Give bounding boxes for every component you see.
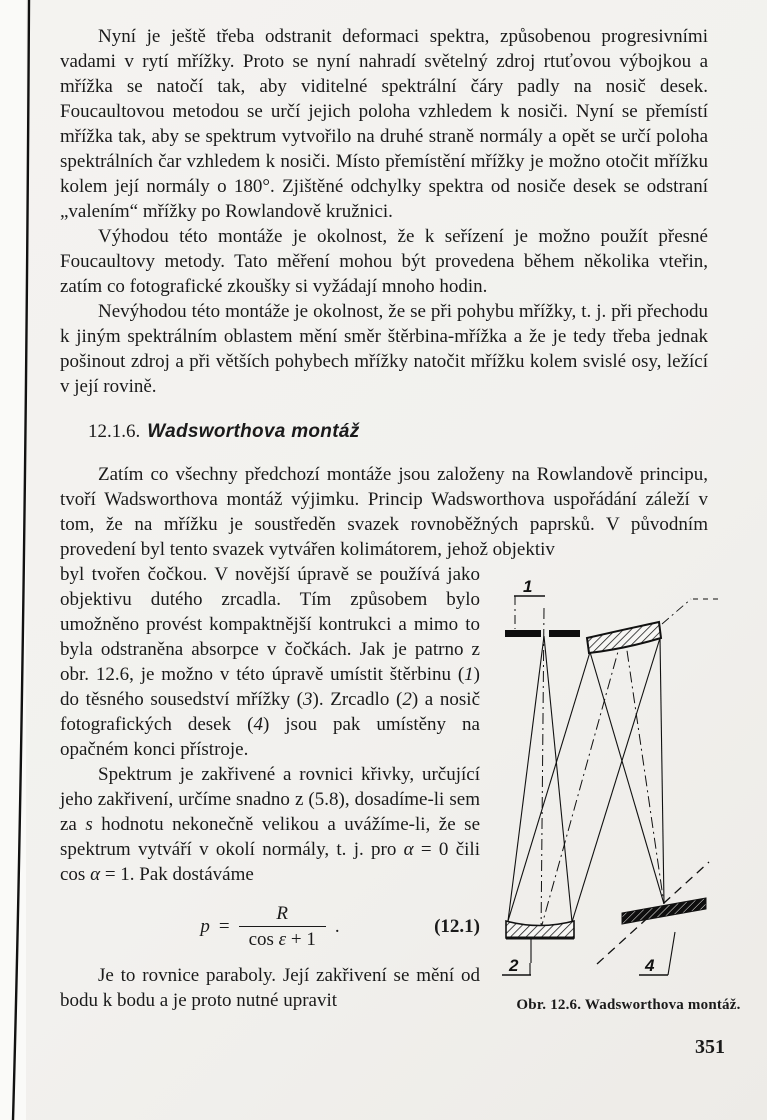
optical-axis-grating-plate: [624, 630, 664, 904]
section-number: 12.1.6.: [88, 421, 141, 442]
optical-axis-mirror-grating: [540, 630, 624, 932]
fraction-denominator: cos ε + 1: [239, 926, 326, 951]
figure-caption: Obr. 12.6. Wadsworthova montáž.: [516, 997, 741, 1013]
section-title: Wadsworthova montáž: [147, 421, 360, 442]
paragraph-3: Nevýhodou této montáže je okolnost, že se při pohybu mřížky, t. j. při přechodu k jiným spektrálním oblastem mění směr štěrbina-mřížka a že je tedy třeba jednak pošinout zdroj a při větších pohybech mřížky natočit mřížku kolem svislé osy, ležící v její rovině.: [60, 301, 708, 397]
figure-12-6: [480, 562, 767, 1014]
equation-equals: =: [218, 916, 230, 937]
concave-mirror: [506, 921, 574, 938]
light-ray-slit-to-mirror-right: [544, 636, 572, 922]
mirror-label: 2: [509, 956, 519, 975]
equation-fraction: [239, 903, 326, 951]
paragraph-7: Je to rovnice paraboly. Její zakřivení se mění od bodu k bodu a je proto nutné upravit: [60, 965, 480, 1011]
paragraph-2: Výhodou této montáže je okolnost, že k seřízení je možno použít přesné Foucaultovy metody. Tato měření mohou být provedena během několika vteřin, zatím co fotografické zkoušky si vyžádají mnoho hodin.: [60, 226, 708, 297]
fraction-numerator: R: [276, 903, 289, 924]
light-ray-grating-to-plate-left: [590, 652, 664, 904]
equation-lhs: p: [200, 916, 210, 937]
plate-leader-line: [668, 932, 675, 975]
plate-label: 4: [645, 956, 655, 975]
section-heading: [60, 419, 708, 444]
light-ray-slit-to-mirror-left: [508, 636, 544, 921]
grating-normal-dashdot: [662, 599, 691, 624]
paragraph-1: Nyní je ještě třeba odstranit deformaci spektra, způsobenou progresivními vadami v rytí mřížky. Proto se nyní nahradí světelný zdroj rtuťovou výbojkou a mřížka se natočí tak, aby viditelné spektrální čáry padly na nosič desek. Foucaultovou metodou se určí jejich poloha vzhledem k nosiči. Nyní se přemístí mřížka tak, aby se spektrum vytvořilo na druhé straně normály a opět se určí poloha spektrálních čar vzhledem k nosiči. Místo přemístění mřížky je možno otočit mřížku kolem její normály o 180°. Zjištěné odchylky spektra od nosiče desek se odstraní „valením“ mřížky po Rowlandově kružnici.: [60, 26, 708, 222]
slit-left-jaw: [505, 630, 541, 637]
paragraph-5: byl tvořen čočkou. V novější úpravě se používá jako objektivu dutého zrcadla. Tím způsobem bylo umožněno provést kompaktnější kontrukci a mimo to byla odstraněna absorpce v čočkách. Jak je patrno z obr. 12.6, je možno v této úpravě umístit štěrbinu (1) do těsného sousedství mřížky (3). Zrcadlo (2) a nosič fotografických desek (4) jsou pak umístěny na opačném konci přístroje.: [60, 564, 480, 760]
grating: [587, 622, 661, 653]
equation-number: (12.1): [434, 916, 480, 937]
equation-12-1: [60, 903, 480, 951]
slit-label: 1: [523, 577, 533, 596]
paragraph-6: Spektrum je zakřivené a rovnici křivky, určující jeho zakřivení, určíme snadno z (5.8), dosadíme-li sem za s hodnotu nekonečně velikou a uvážíme-li, že se spektrum vytváří v okolí normály, t. j. pro α = 0 čili cos α = 1. Pak dostáváme: [60, 764, 480, 885]
text-figure-columns: [60, 562, 767, 1014]
figure-diagram: [494, 564, 759, 989]
equation-body: [200, 903, 339, 951]
page-number: 351: [695, 1036, 725, 1058]
slit-right-jaw: [549, 630, 580, 637]
light-ray-grating-to-plate-right: [660, 638, 664, 904]
text-column: [60, 562, 480, 1014]
light-ray-mirror-to-grating-right: [572, 638, 660, 922]
page-content: [60, 24, 741, 1014]
paragraph-4: Zatím co všechny předchozí montáže jsou založeny na Rowlandově principu, tvoří Wadsworthova montáž výjimku. Princip Wadsworthova uspořádání záleží v tom, že na mřížku je soustředěn svazek rovnoběžných paprsků. V původním provedení byl tento svazek vytvářen kolimátorem, jehož objektiv: [60, 464, 708, 560]
scan-binding-line: [0, 0, 40, 1120]
equation-period: .: [334, 916, 340, 937]
